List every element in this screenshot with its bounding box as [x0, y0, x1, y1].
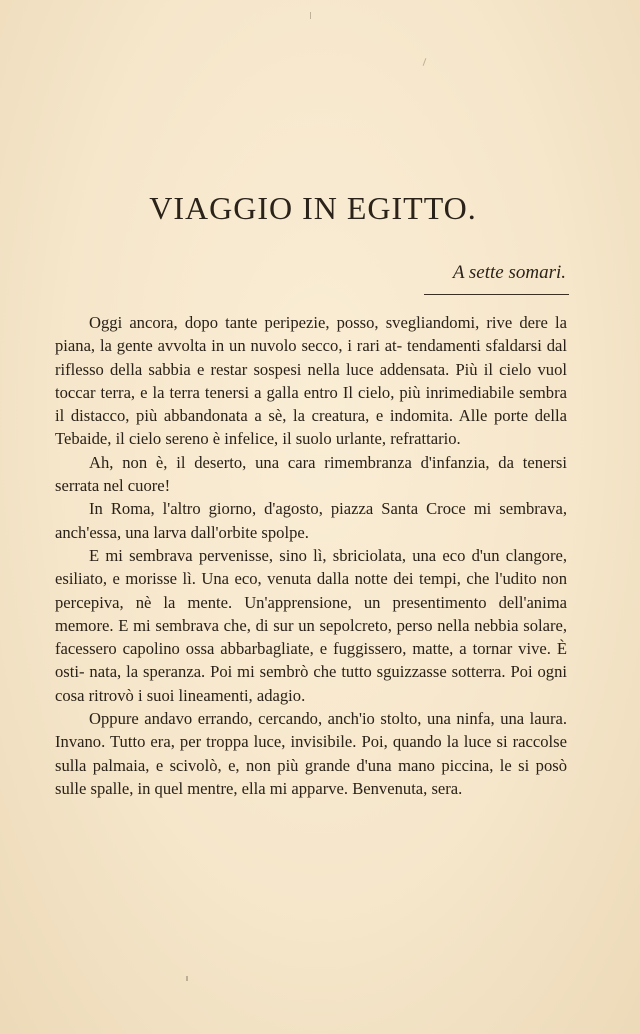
paragraph: E mi sembrava pervenisse, sino lì, sbriciolata, una eco d'un clangore, esiliato, e morisse lì. Una eco, venuta dalla notte dei tempi, che l'udito non percepiva, nè la mente. Un'apprensione, un presentimento dell'anima memore. E mi sembrava che, di sur un sepolcreto, perso nella nebbia solare, facessero capolino ossa abbarbagliate, e fuggissero, matte, a tornar vive. È osti- nata, la speranza. Poi mi sembrò che tutto sguizzasse sotterra. Poi ogni cosa ritrovò i suoi lineamenti, adagio. [55, 545, 567, 705]
paragraph: Oppure andavo errando, cercando, anch'io stolto, una ninfa, una laura. Invano. Tutto era, per troppa luce, invisibile. Poi, quando la luce si raccolse sulla palmaia, e scivolò, e, non più grande d'una mano piccina, le si posò sulle spalle, in quel mentre, ella mi apparve. Benvenuta, sera. [55, 709, 567, 798]
paragraph: Ah, non è, il deserto, una cara rimembranza d'infanzia, da tenersi serrata nel cuore! [55, 452, 567, 496]
paper-mark [186, 976, 188, 981]
dedication: A sette somari. [452, 262, 566, 283]
chapter-title: VIAGGIO IN EGITTO. [149, 190, 477, 226]
paragraph: Oggi ancora, dopo tante peripezie, posso, svegliandomi, rive dere la piana, la gente avvolta in un nuvolo secco, i rari at- tendamenti sfaldarsi dal riflesso della sabbia e restar sospesi nella luce addensata. Più il cielo vuol toccar terra, e la terra tenersi a galla entro Il cielo, più inrimediabile sembra il distacco, più abbandonata a sè, la creatura, e indomita. Alle porte della Tebaide, il cielo sereno è infelice, il suolo urlante, refrattario. [55, 313, 567, 449]
body-text [55, 311, 567, 800]
dedication-underline [424, 294, 569, 295]
paper-mark [423, 58, 427, 66]
paragraph: In Roma, l'altro giorno, d'agosto, piazza Santa Croce mi sembrava, anch'essa, una larva dall'orbite spolpe. [55, 499, 567, 542]
paper-mark [310, 12, 311, 19]
